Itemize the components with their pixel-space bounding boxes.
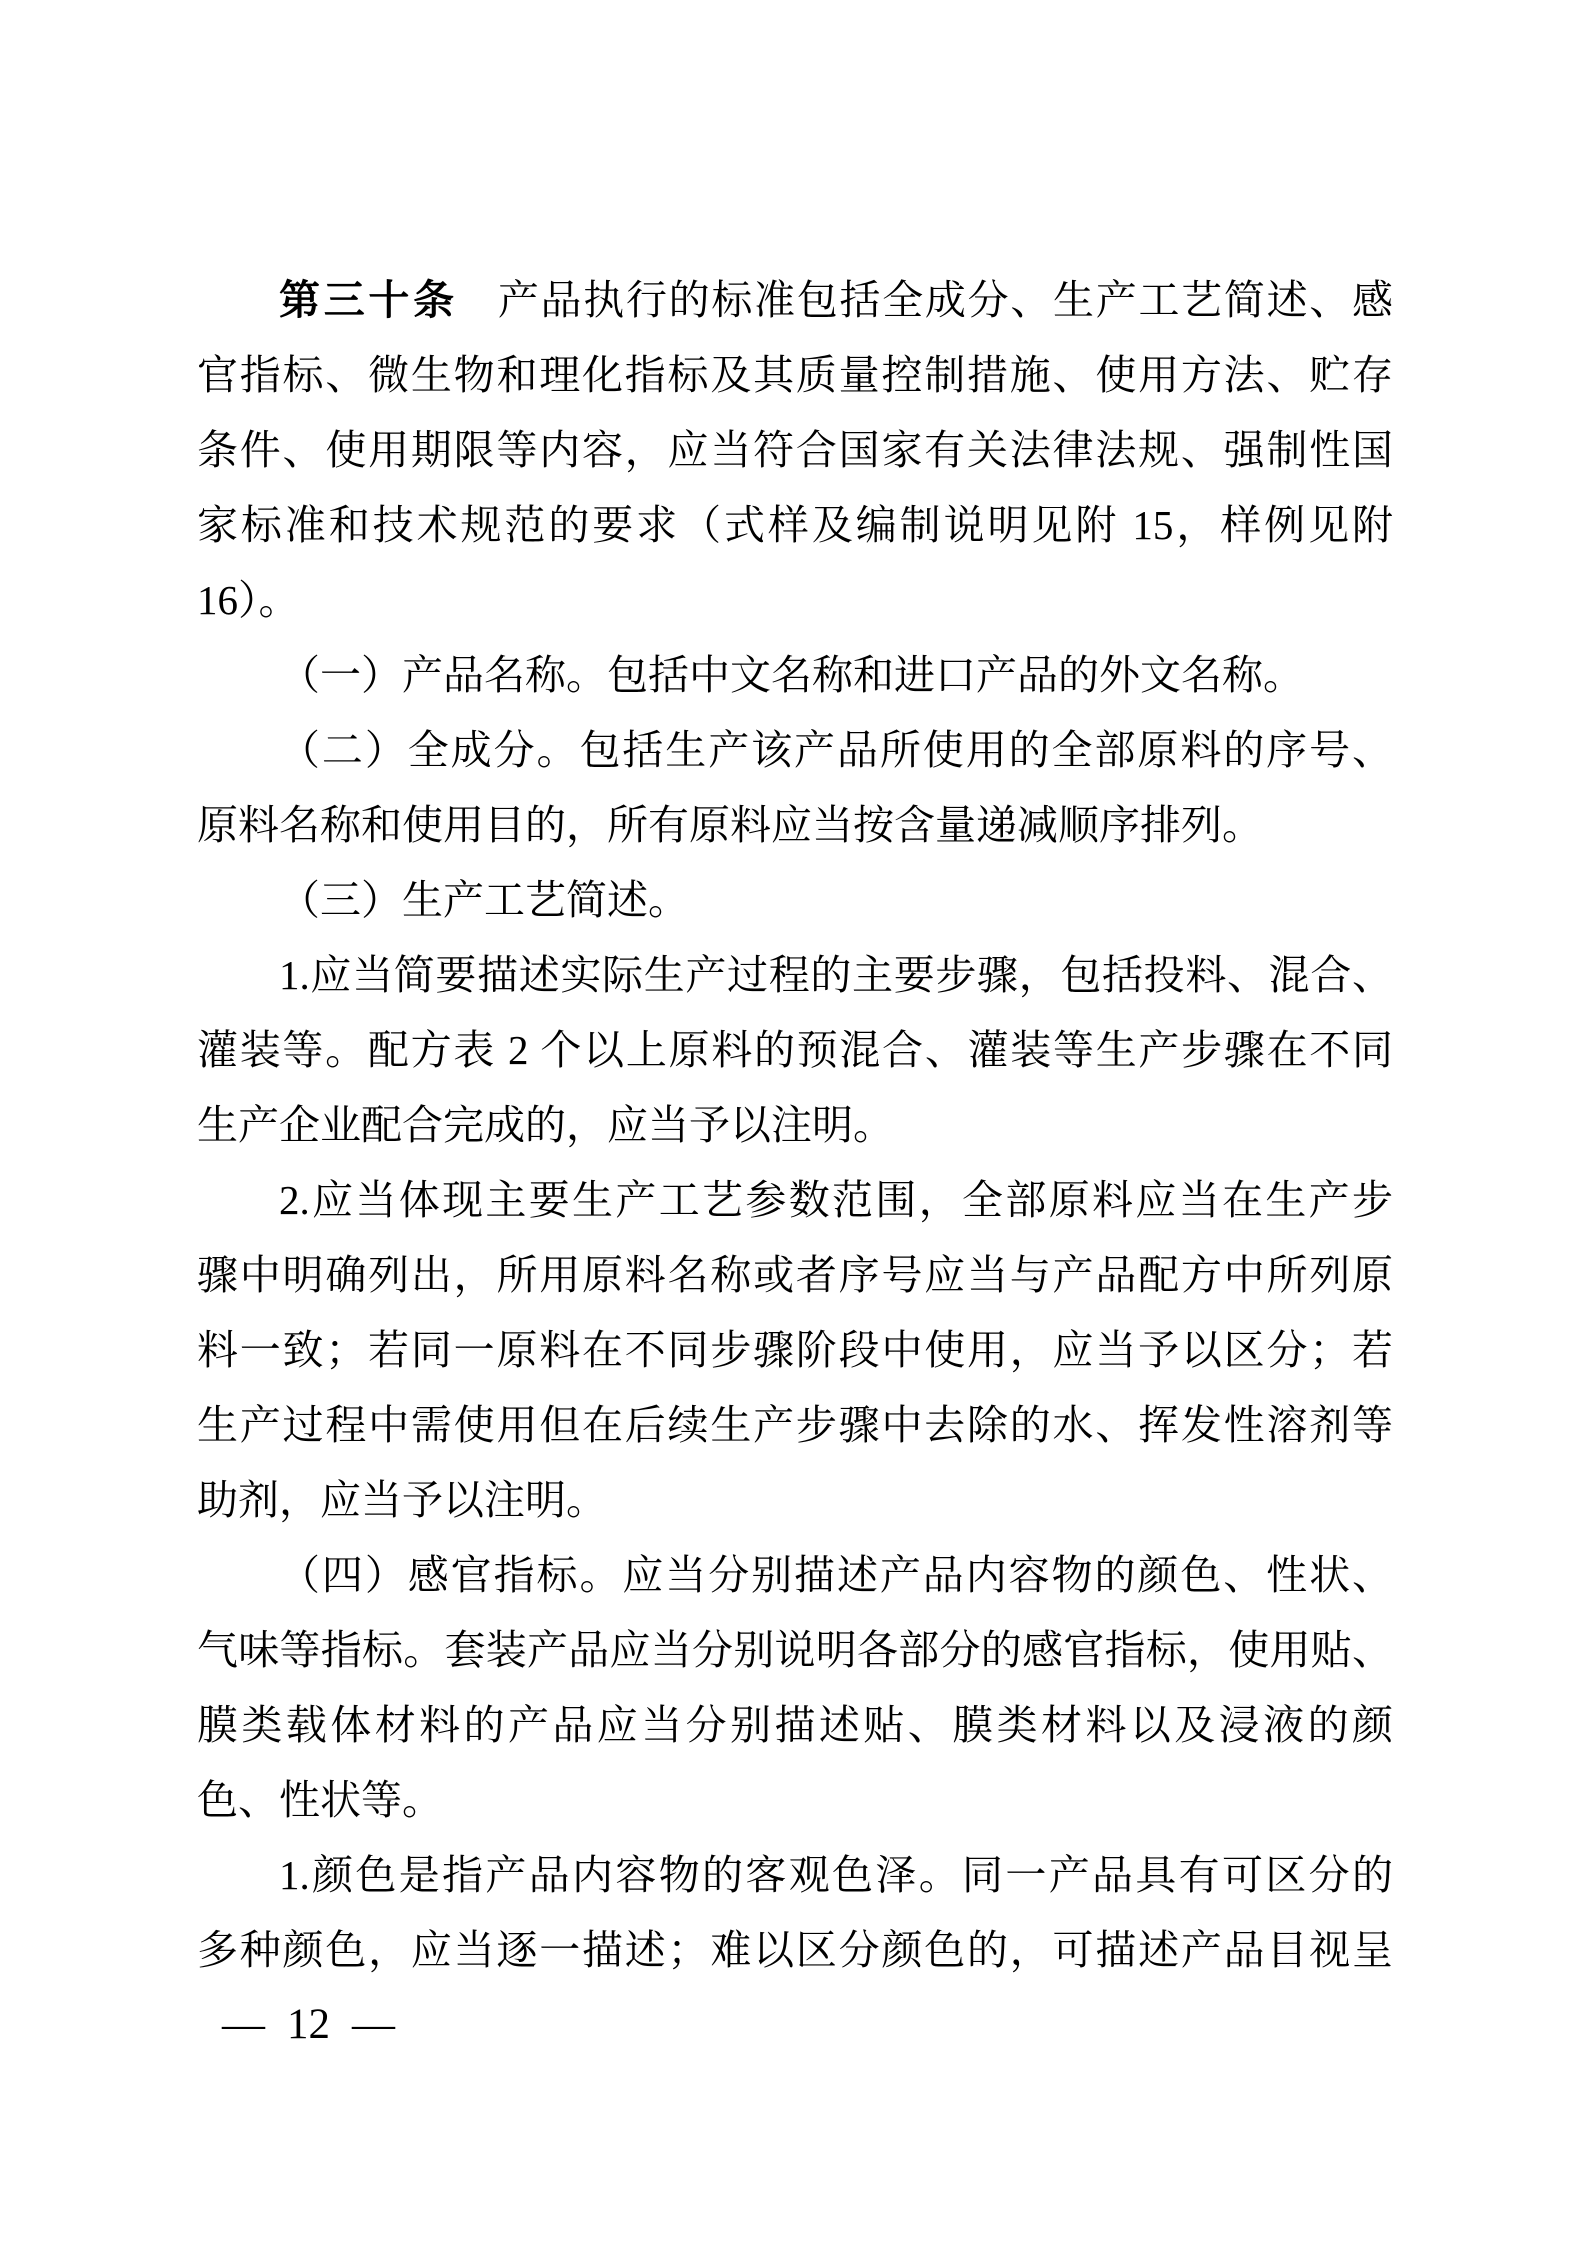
- line-text: 2.应当体现主要生产工艺参数范围，全部原料应当在生产步: [279, 1177, 1393, 1223]
- text-line: [197, 1463, 1393, 1538]
- text-line: [197, 1313, 1393, 1388]
- text-line: [197, 1088, 1393, 1163]
- line-text: 骤中明确列出，所用原料名称或者序号应当与产品配方中所列原: [197, 1252, 1393, 1298]
- line-text: 多种颜色，应当逐一描述；难以区分颜色的，可描述产品目视呈: [197, 1927, 1393, 1973]
- line-text: 原料名称和使用目的，所有原料应当按含量递减顺序排列。: [197, 802, 1263, 848]
- text-line: [197, 413, 1393, 488]
- text-line: [197, 1913, 1393, 1988]
- line-text: 16）。: [197, 577, 300, 623]
- line-text: 官指标、微生物和理化指标及其质量控制措施、使用方法、贮存: [197, 352, 1393, 398]
- text-line: [197, 1538, 1393, 1613]
- document-body: [197, 263, 1393, 1988]
- text-line: [197, 1238, 1393, 1313]
- line-text: （三）生产工艺简述。: [279, 877, 689, 923]
- line-text: 灌装等。配方表 2 个以上原料的预混合、灌装等生产步骤在不同: [197, 1027, 1393, 1073]
- text-line: [197, 938, 1393, 1013]
- text-line: [197, 1838, 1393, 1913]
- text-line: [197, 1613, 1393, 1688]
- text-line: [197, 788, 1393, 863]
- text-line: [197, 713, 1393, 788]
- line-text: 料一致；若同一原料在不同步骤阶段中使用，应当予以区分；若: [197, 1327, 1393, 1373]
- footer-dash-right: —: [352, 2001, 395, 2048]
- text-line: [197, 1163, 1393, 1238]
- text-line: [197, 488, 1393, 563]
- footer-dash-left: —: [222, 2001, 265, 2048]
- text-line: [197, 1013, 1393, 1088]
- line-text: （二）全成分。包括生产该产品所使用的全部原料的序号、: [279, 727, 1393, 773]
- text-line: [197, 1688, 1393, 1763]
- text-line: [197, 638, 1393, 713]
- text-line: [197, 263, 1393, 338]
- article-number: 第三十条: [279, 277, 458, 323]
- line-text: 色、性状等。: [197, 1777, 443, 1823]
- text-line: [197, 863, 1393, 938]
- line-text: 气味等指标。套装产品应当分别说明各部分的感官指标，使用贴、: [197, 1627, 1393, 1673]
- line-text: 生产过程中需使用但在后续生产步骤中去除的水、挥发性溶剂等: [197, 1402, 1393, 1448]
- page-number: 12: [287, 2001, 330, 2048]
- line-text: 1.应当简要描述实际生产过程的主要步骤，包括投料、混合、: [279, 952, 1393, 998]
- text-line: [197, 1388, 1393, 1463]
- line-text: 助剂，应当予以注明。: [197, 1477, 607, 1523]
- text-line: [197, 338, 1393, 413]
- line-text: 膜类载体材料的产品应当分别描述贴、膜类材料以及浸液的颜: [197, 1702, 1393, 1748]
- line-text: 产品执行的标准包括全成分、生产工艺简述、感: [497, 277, 1394, 323]
- text-line: [197, 563, 1393, 638]
- line-text: 家标准和技术规范的要求（式样及编制说明见附 15，样例见附: [197, 502, 1393, 548]
- text-line: [197, 1763, 1393, 1838]
- line-text: 1.颜色是指产品内容物的客观色泽。同一产品具有可区分的: [279, 1852, 1393, 1898]
- line-text: 生产企业配合完成的，应当予以注明。: [197, 1102, 894, 1148]
- page-footer: [222, 1995, 395, 2055]
- line-text: 条件、使用期限等内容，应当符合国家有关法律法规、强制性国: [197, 427, 1393, 473]
- line-text: （四）感官指标。应当分别描述产品内容物的颜色、性状、: [279, 1552, 1393, 1598]
- line-text: （一）产品名称。包括中文名称和进口产品的外文名称。: [279, 652, 1304, 698]
